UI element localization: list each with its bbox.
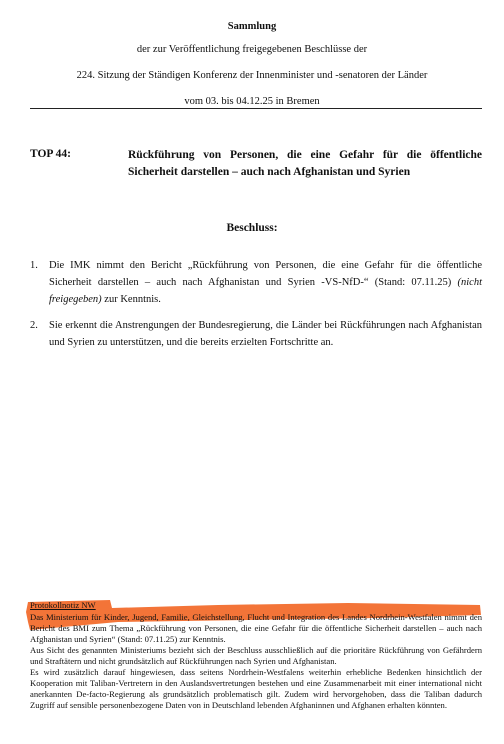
item-number: 1. [30, 260, 38, 271]
agenda-item-label: TOP 44: [30, 148, 72, 160]
item-text-part: zur Kenntnis. [101, 294, 161, 305]
header-line-1: der zur Veröffentlichung freigegebenen Beschlüsse der [136, 44, 368, 55]
collection-title: Sammlung [227, 21, 277, 32]
item-text-italic: (nicht freigegeben) [49, 277, 482, 305]
resolution-item [30, 257, 482, 308]
protocol-note [30, 600, 482, 711]
protocol-paragraph: Das Ministerium für Kinder, Jugend, Familie, Gleichstellung, Flucht und Integration des Landes Nordrhein-Westfalen nimmt den Bericht des BMI zum Thema „Rückführung von Personen, die eine Gefahr für die öffentliche Sicherheit darstellen – auch nach Afghanistan und Syrien“ (Stand: 07.11.25) zur Kenntnis. [30, 612, 482, 644]
protocol-note-label: Protokollnotiz NW [30, 600, 96, 610]
protocol-paragraph: Es wird zusätzlich darauf hingewiesen, dass seitens Nordrhein-Westfalens weiterhin erhebliche Bedenken hinsichtlich der Kooperation mit Taliban-Vertretern in den Auslandsvertretungen bestehen und eine Zusammenarbeit mit einer international nicht anerkannten De-facto-Regierung als grundsätzlich problematisch gilt. Zudem wird hervorgehoben, dass die Taliban dadurch Zugriff auf sensible personenbezogene Daten von in Deutschland lebenden Afghaninnen und Afghanen erhalten könnten. [30, 667, 482, 710]
item-text-part: Die IMK nimmt den Bericht „Rückführung von Personen, die eine Gefahr für die öffentliche Sicherheit darstellen – auch nach Afghanistan und Syrien -VS-NfD-“ (Stand: 07.11.25) [49, 260, 482, 288]
agenda-item-title: Rückführung von Personen, die eine Gefahr für die öffentliche Sicherheit darstellen – auch nach Afghanistan und Syrien [128, 149, 482, 178]
header-line-3: vom 03. bis 04.12.25 in Bremen [184, 96, 320, 107]
header-line-2: 224. Sitzung der Ständigen Konferenz der Innenminister und -senatoren der Länder [76, 70, 428, 81]
resolution-heading: Beschluss: [226, 222, 278, 234]
resolution-item [30, 317, 482, 351]
item-text: Sie erkennt die Anstrengungen der Bundesregierung, die Länder bei Rückführungen nach Afghanistan und Syrien zu unterstützen, und die bereits erzielten Fortschritte an. [49, 320, 482, 348]
item-text [49, 257, 482, 308]
protocol-paragraph: Aus Sicht des genannten Ministeriums bezieht sich der Beschluss ausschließlich auf die prioritäre Rückführung von Gefährdern und Straftätern und nicht grundsätzlich auf Rückführungen nach Syrien und Afghanistan. [30, 645, 482, 666]
header-divider [30, 108, 482, 109]
item-number: 2. [30, 320, 38, 331]
